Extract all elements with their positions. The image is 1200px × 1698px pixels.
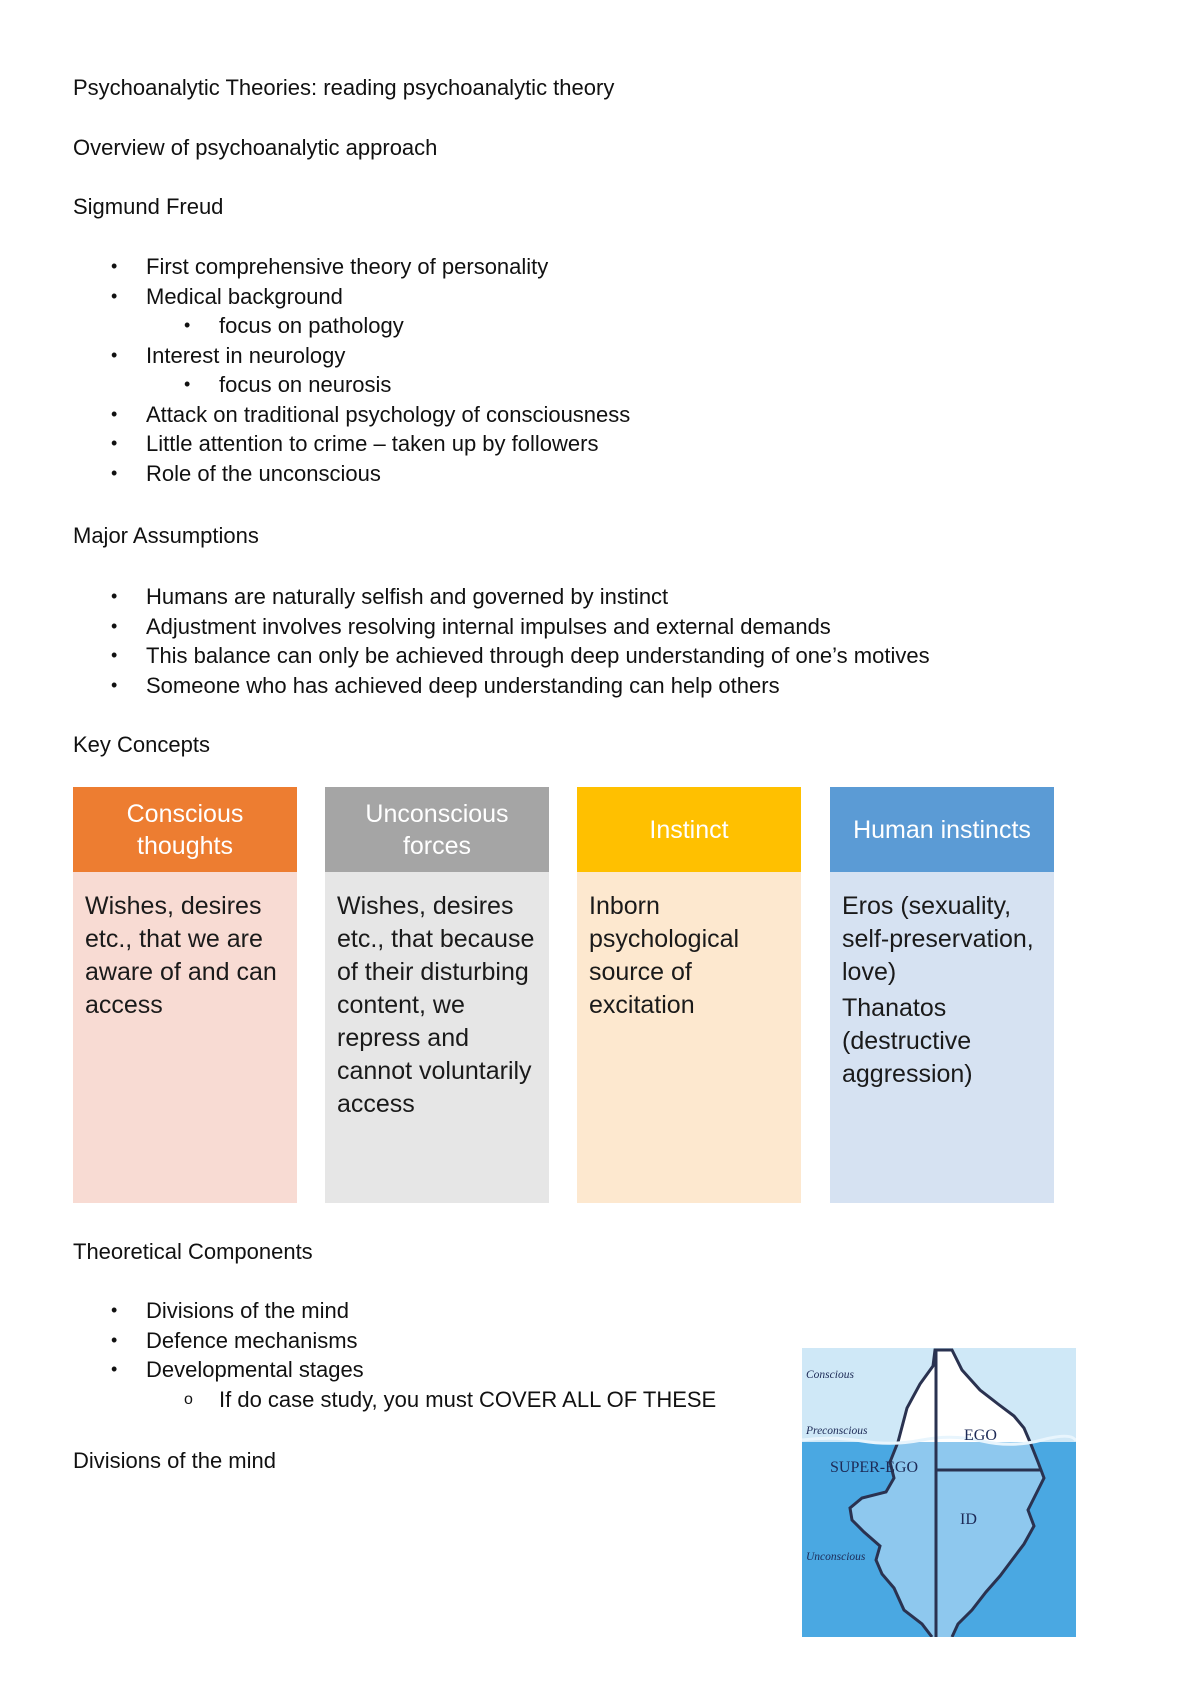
bullet-icon: • <box>184 315 191 335</box>
bullet-icon: • <box>111 344 118 365</box>
concept-box-instinct <box>577 787 801 1203</box>
concept-box-conscious <box>73 787 297 1203</box>
list-item: • focus on neurosis <box>73 370 630 400</box>
bullet-icon: • <box>111 1300 118 1320</box>
overview-heading: Overview of psychoanalytic approach <box>73 135 438 160</box>
list-item: • Medical background <box>73 282 630 312</box>
bullet-icon: • <box>111 462 118 483</box>
list-item: • This balance can only be achieved through deep understanding of one’s motives <box>73 641 930 671</box>
concept-box-body: Wishes, desires etc., that we are aware of and can access <box>73 872 297 1203</box>
list-item: • Interest in neurology <box>73 341 630 371</box>
assumptions-list <box>73 582 930 700</box>
list-item: • Humans are naturally selfish and governed by instinct <box>73 582 930 612</box>
list-item: • focus on pathology <box>73 311 630 341</box>
list-item: • Developmental stages <box>73 1355 716 1385</box>
freud-heading: Sigmund Freud <box>73 194 224 219</box>
conscious-label: Conscious <box>806 1369 854 1381</box>
superego-label: SUPER-EGO <box>830 1459 919 1476</box>
list-item: • Attack on traditional psychology of consciousness <box>73 400 630 430</box>
bullet-icon: • <box>111 615 118 636</box>
freud-list <box>73 252 630 488</box>
bullet-icon: • <box>111 433 118 453</box>
concept-box-human-instincts <box>830 787 1054 1203</box>
concept-box-unconscious <box>325 787 549 1203</box>
list-item: • Someone who has achieved deep understanding can help others <box>73 671 930 701</box>
list-item: • Divisions of the mind <box>73 1296 716 1326</box>
list-item: • Defence mechanisms <box>73 1326 716 1356</box>
iceberg-diagram <box>802 1348 1076 1637</box>
list-item: • First comprehensive theory of personality <box>73 252 630 282</box>
assumptions-heading: Major Assumptions <box>73 523 259 548</box>
bullet-icon: • <box>111 285 118 306</box>
bullet-icon: • <box>111 674 118 695</box>
components-heading: Theoretical Components <box>73 1239 313 1264</box>
concept-box-header: Human instincts <box>830 787 1054 872</box>
bullet-icon: • <box>111 403 118 424</box>
ego-label: EGO <box>964 1427 997 1444</box>
unconscious-label: Unconscious <box>806 1551 866 1563</box>
bullet-icon: • <box>111 256 118 276</box>
bullet-icon: • <box>111 645 118 665</box>
bullet-icon: • <box>111 1329 118 1350</box>
list-item: o If do case study, you must COVER ALL OF THESE <box>73 1385 716 1415</box>
list-item: • Role of the unconscious <box>73 459 630 489</box>
concept-box-header: Conscious thoughts <box>73 787 297 872</box>
document-title: Psychoanalytic Theories: reading psychoanalytic theory <box>73 75 615 100</box>
concept-box-body: Eros (sexuality, self-preservation, love) Thanatos (destructive aggression) <box>830 872 1054 1203</box>
concept-box-header: Unconscious forces <box>325 787 549 872</box>
concept-box-body: Inborn psychological source of excitation <box>577 872 801 1203</box>
bullet-icon: • <box>184 374 191 394</box>
bullet-icon: • <box>111 1359 118 1379</box>
bullet-icon: • <box>111 586 118 606</box>
id-label: ID <box>960 1511 977 1528</box>
circle-bullet-icon: o <box>184 1390 193 1408</box>
components-list <box>73 1296 716 1414</box>
divisions-heading: Divisions of the mind <box>73 1448 276 1473</box>
list-item: • Adjustment involves resolving internal impulses and external demands <box>73 612 930 642</box>
key-concepts-heading: Key Concepts <box>73 732 210 757</box>
list-item: • Little attention to crime – taken up by followers <box>73 429 630 459</box>
concept-box-header: Instinct <box>577 787 801 872</box>
preconscious-label: Preconscious <box>806 1425 868 1437</box>
concept-box-body: Wishes, desires etc., that because of their disturbing content, we repress and cannot voluntarily access <box>325 872 549 1203</box>
